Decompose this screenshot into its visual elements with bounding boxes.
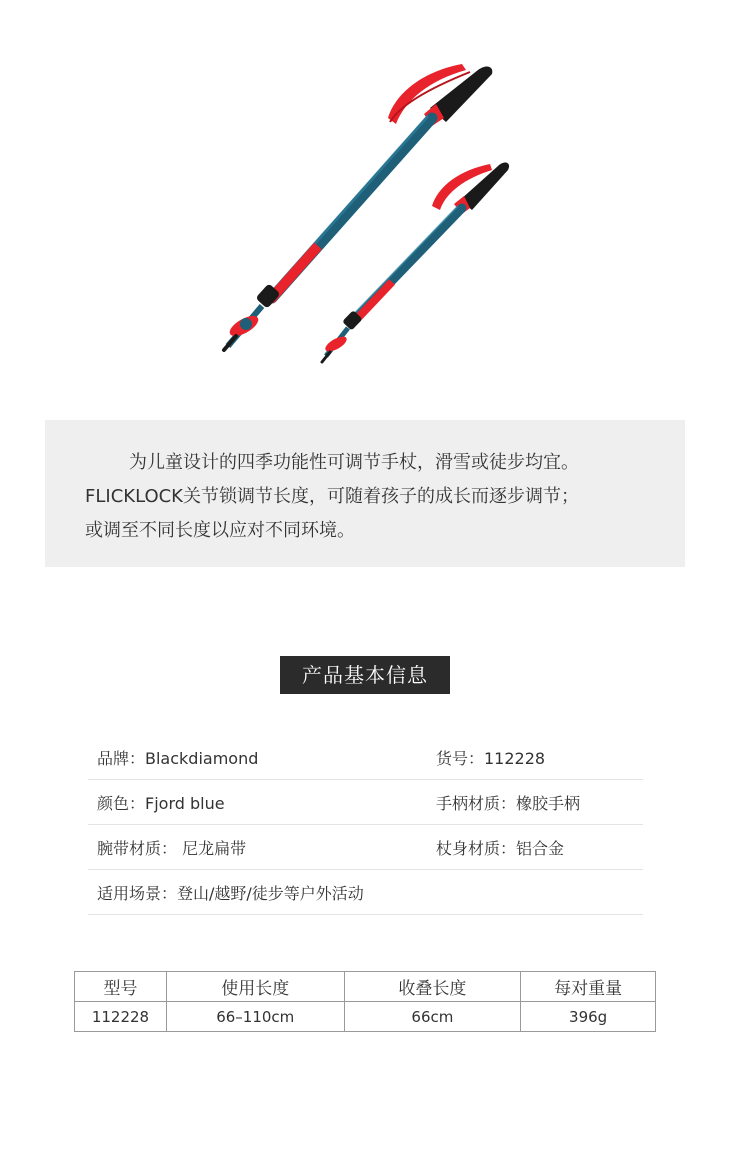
description-line-3: 或调至不同长度以应对不同环境。 — [85, 520, 355, 541]
brand-info: 品牌：Blackdiamond — [97, 748, 259, 768]
cell-model: 112228 — [75, 1002, 167, 1032]
product-image-trekking-poles — [0, 0, 730, 400]
section-title: 产品基本信息 — [280, 656, 450, 694]
strap-material-info: 腕带材质： 尼龙扁带 — [97, 838, 247, 858]
product-info-list — [88, 735, 643, 915]
description-line-1: 为儿童设计的四季功能性可调节手杖，滑雪或徒步均宜。 — [129, 452, 579, 473]
large-pole — [224, 64, 492, 350]
info-row — [88, 870, 643, 915]
cell-weight: 396g — [521, 1002, 656, 1032]
cell-use-length: 66–110cm — [166, 1002, 344, 1032]
table-row — [75, 1002, 656, 1032]
info-row — [88, 825, 643, 870]
spec-table-header — [75, 972, 656, 1002]
header-use-length: 使用长度 — [166, 972, 344, 1002]
spec-table — [74, 971, 656, 1032]
description-line-2: FLICKLOCK关节锁调节长度，可随着孩子的成长而逐步调节； — [85, 486, 579, 507]
sku-info: 货号：112228 — [436, 748, 546, 768]
handle-material-info: 手柄材质：橡胶手柄 — [436, 793, 581, 813]
info-row — [88, 735, 643, 780]
shaft-material-info: 杖身材质：铝合金 — [436, 838, 565, 858]
header-weight-per-pair: 每对重量 — [521, 972, 656, 1002]
small-pole — [322, 163, 509, 362]
usage-info: 适用场景：登山/越野/徒步等户外活动 — [97, 883, 364, 903]
info-row — [88, 780, 643, 825]
header-model: 型号 — [75, 972, 167, 1002]
cell-folded-length: 66cm — [344, 1002, 521, 1032]
header-folded-length: 收叠长度 — [344, 972, 521, 1002]
color-info: 颜色：Fjord blue — [97, 793, 225, 813]
product-description — [45, 420, 685, 567]
